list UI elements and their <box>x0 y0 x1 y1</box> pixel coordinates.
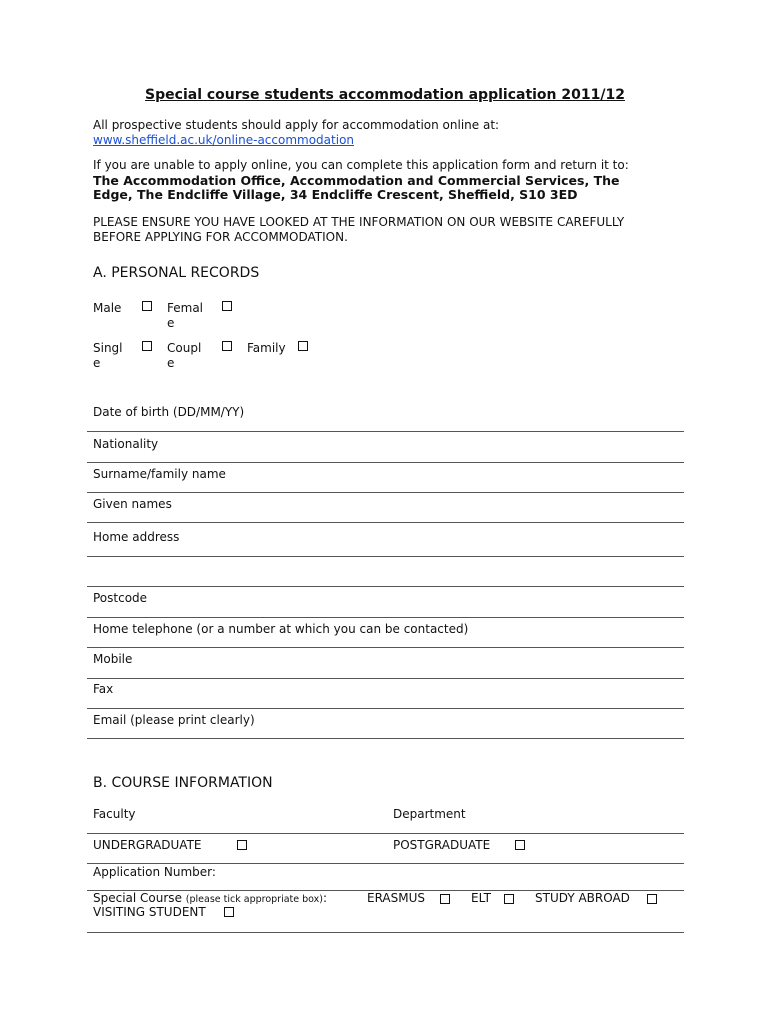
faculty-department-row[interactable] <box>87 800 684 833</box>
male-label: Male <box>93 301 122 315</box>
divider <box>87 738 684 739</box>
study-abroad-checkbox[interactable] <box>647 894 657 904</box>
mobile-field[interactable] <box>87 647 684 678</box>
postcode-field[interactable] <box>87 586 684 617</box>
visiting-student-checkbox[interactable] <box>224 907 234 917</box>
home-address-field[interactable] <box>87 522 684 586</box>
divider <box>87 833 684 834</box>
fax-field[interactable] <box>87 678 684 708</box>
fax-label: Fax <box>93 682 114 696</box>
home-telephone-field[interactable] <box>87 617 684 647</box>
postgraduate-checkbox[interactable] <box>515 840 525 850</box>
dob-label: Date of birth (DD/MM/YY) <box>93 405 245 419</box>
female-checkbox[interactable] <box>222 301 232 311</box>
section-b-heading: B. COURSE INFORMATION <box>93 775 273 791</box>
surname-label: Surname/family name <box>93 467 226 481</box>
erasmus-checkbox[interactable] <box>440 894 450 904</box>
female-label: Female <box>167 301 204 330</box>
dob-field[interactable] <box>87 398 684 431</box>
nationality-label: Nationality <box>93 437 159 451</box>
undergraduate-checkbox[interactable] <box>237 840 247 850</box>
application-number-label: Application Number: <box>93 865 216 879</box>
couple-checkbox[interactable] <box>222 341 232 351</box>
erasmus-label: ERASMUS <box>367 891 426 905</box>
notice-line2: BEFORE APPLYING FOR ACCOMMODATION. <box>93 230 348 244</box>
male-checkbox[interactable] <box>142 301 152 311</box>
special-course-label <box>93 891 327 905</box>
given-names-field[interactable] <box>87 492 684 522</box>
nationality-field[interactable] <box>87 431 684 462</box>
family-label: Family <box>247 341 286 355</box>
section-a-heading: A. PERSONAL RECORDS <box>93 265 260 281</box>
undergraduate-label: UNDERGRADUATE <box>93 838 202 852</box>
special-course-colon: : <box>323 891 328 905</box>
home-address-label: Home address <box>93 530 180 544</box>
visiting-student-label: VISITING STUDENT <box>93 905 206 919</box>
couple-label: Couple <box>167 341 202 370</box>
postcode-label: Postcode <box>93 591 148 605</box>
faculty-label: Faculty <box>93 807 136 821</box>
given-names-label: Given names <box>93 497 172 511</box>
mobile-label: Mobile <box>93 652 133 666</box>
special-course-text: Special Course <box>93 891 182 905</box>
department-label: Department <box>393 807 466 821</box>
family-checkbox[interactable] <box>298 341 308 351</box>
elt-checkbox[interactable] <box>504 894 514 904</box>
divider <box>87 556 684 557</box>
email-label: Email (please print clearly) <box>93 713 255 727</box>
elt-label: ELT <box>471 891 491 905</box>
postgraduate-label: POSTGRADUATE <box>393 838 491 852</box>
study-abroad-label: STUDY ABROAD <box>535 891 630 905</box>
notice-line1: PLEASE ENSURE YOU HAVE LOOKED AT THE INFORMATION ON OUR WEBSITE CAREFULLY <box>93 215 625 229</box>
special-course-note: (please tick appropriate box) <box>185 894 324 905</box>
email-field[interactable] <box>87 708 684 738</box>
surname-field[interactable] <box>87 462 684 492</box>
application-number-field[interactable] <box>87 863 684 890</box>
single-label: Single <box>93 341 123 370</box>
online-accommodation-link[interactable]: www.sheffield.ac.uk/online-accommodation <box>93 133 355 147</box>
unable-online-text: If you are unable to apply online, you can complete this application form and return it to: <box>93 158 629 172</box>
form-title: Special course students accommodation application 2011/12 <box>145 87 625 103</box>
office-address-line1: The Accommodation Office, Accommodation and Commercial Services, The <box>93 173 620 188</box>
single-checkbox[interactable] <box>142 341 152 351</box>
office-address-line2: Edge, The Endcliffe Village, 34 Endcliffe Crescent, Sheffield, S10 3ED <box>93 187 578 202</box>
divider <box>87 932 684 933</box>
home-telephone-label: Home telephone (or a number at which you can be contacted) <box>93 622 469 636</box>
apply-online-text: All prospective students should apply for accommodation online at: <box>93 118 500 132</box>
